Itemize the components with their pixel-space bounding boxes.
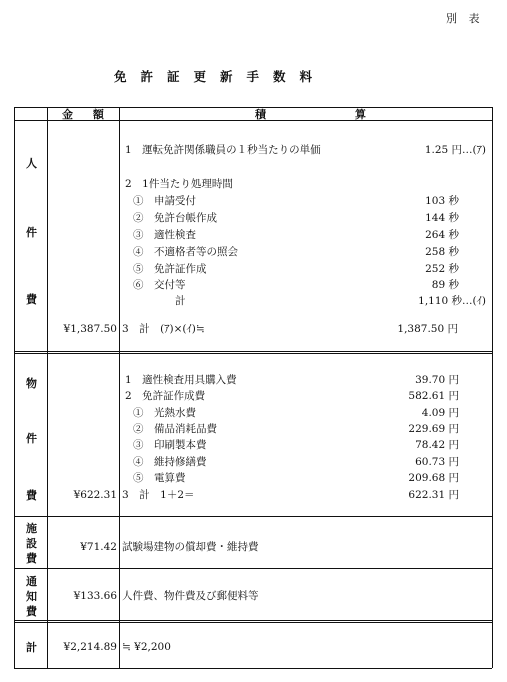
calc-text: 試験場建物の償却費・維持費	[122, 541, 259, 553]
label-char: 通	[26, 575, 37, 588]
calc-subitem-value: 60.73 円	[415, 456, 459, 468]
calc-subitem-text: ③ 印刷製本費	[133, 439, 207, 451]
calc-total-text: 3 計 1＋2＝	[122, 489, 195, 501]
calc-total-value: 622.31 円	[408, 489, 459, 501]
header-calc-left: 積	[255, 108, 266, 121]
label-char: 費	[26, 552, 37, 565]
calc-subitem-text: ④ 維持修繕費	[133, 456, 207, 468]
calc-item-text: 2 1件当たり処理時間	[125, 178, 233, 190]
label-char: 件	[26, 226, 37, 239]
calc-subitem-text: ④ 不適格者等の照会	[133, 246, 238, 258]
label-char: 計	[26, 641, 37, 654]
calc-item-value: 582.61 円	[408, 390, 459, 402]
calc-subitem-value: 78.42 円	[415, 439, 459, 451]
calc-text: 人件費、物件費及び郵便料等	[122, 590, 259, 602]
annex-label: 別 表	[446, 12, 484, 25]
amount-value: ¥71.42	[80, 541, 117, 553]
calc-subitem-value: 252 秒	[425, 263, 459, 275]
amount-value: ¥1,387.50	[63, 323, 117, 335]
label-char: 費	[26, 489, 37, 502]
calc-text: ≒ ¥2,200	[122, 641, 171, 653]
calc-subitem-text: ③ 適性検査	[133, 229, 196, 241]
header-calc-right: 算	[355, 108, 366, 121]
calc-subitem-value: 103 秒	[425, 195, 459, 207]
amount-value: ¥622.31	[73, 489, 117, 501]
calc-subitem-value: 258 秒	[425, 246, 459, 258]
calc-item-text: 2 免許証作成費	[125, 390, 206, 402]
label-char: 件	[26, 432, 37, 445]
calc-subitem-value: 4.09 円	[421, 407, 459, 419]
label-char: 人	[26, 157, 37, 170]
label-char: 費	[26, 605, 37, 618]
calc-subitem-value: 229.69 円	[408, 423, 459, 435]
calc-subitem-text: ① 申請受付	[133, 195, 196, 207]
calc-subitem-value: 89 秒	[431, 279, 459, 291]
calc-subitem-text: ① 光熱水費	[133, 407, 196, 419]
calc-subitem-text: ⑥ 交付等	[133, 279, 186, 291]
page-title: 免許証更新手数料	[114, 69, 327, 84]
calc-subitem-text: ⑤ 免許証作成	[133, 263, 207, 275]
calc-subitem-value: 264 秒	[425, 229, 459, 241]
calc-subtotal-text: 計	[175, 295, 186, 307]
amount-value: ¥133.66	[73, 590, 117, 602]
calc-subitem-text: ② 備品消耗品費	[133, 423, 217, 435]
calc-item-value: 1.25 円…(ｱ)	[424, 144, 486, 156]
calc-subitem-text: ② 免許台帳作成	[133, 212, 217, 224]
calc-total-value: 1,387.50 円	[397, 323, 458, 335]
calc-item-value: 39.70 円	[415, 374, 459, 386]
calc-item-text: 1 適性検査用具購入費	[125, 374, 237, 386]
label-char: 物	[26, 377, 37, 390]
calc-subitem-value: 144 秒	[425, 212, 459, 224]
calc-subtotal-value: 1,110 秒…(ｲ)	[418, 295, 486, 307]
calc-subitem-value: 209.68 円	[408, 472, 459, 484]
label-char: 施	[26, 522, 37, 535]
calc-subitem-text: ⑤ 電算費	[133, 472, 186, 484]
calc-total-text: 3 計 (ｱ)×(ｲ)≒	[122, 323, 205, 335]
label-char: 費	[26, 293, 37, 306]
label-char: 設	[26, 537, 37, 550]
label-char: 知	[26, 590, 37, 603]
amount-value: ¥2,214.89	[63, 641, 117, 653]
calc-item-text: 1 運転免許関係職員の１秒当たりの単価	[125, 144, 321, 156]
header-amount: 金 額	[62, 108, 112, 121]
